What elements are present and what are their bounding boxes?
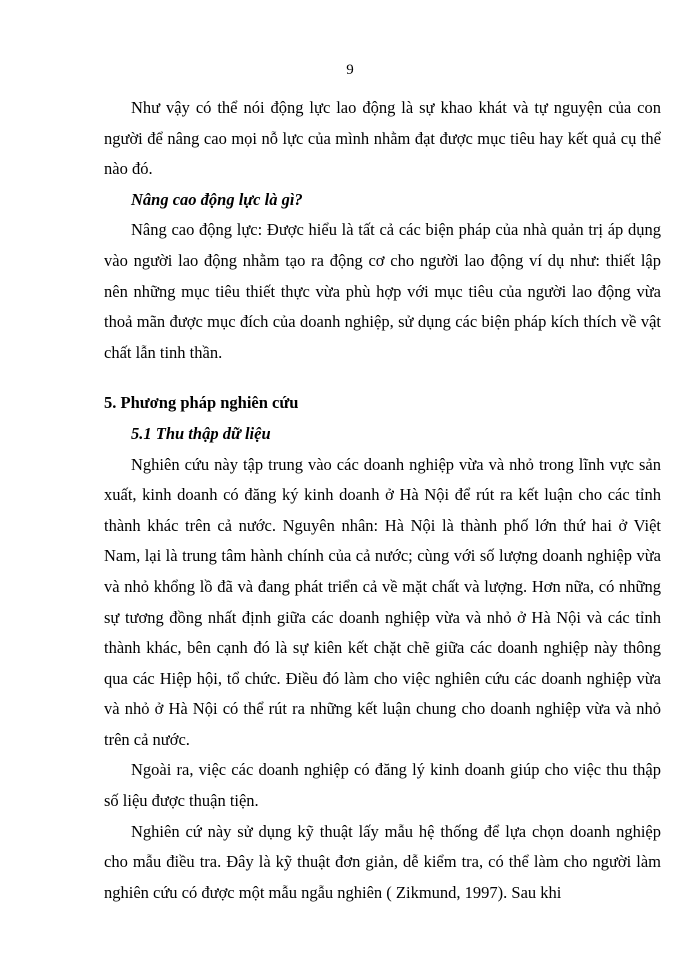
paragraph-sampling: Nghiên cứ này sử dụng kỹ thuật lấy mẫu hệ thống để lựa chọn doanh nghiệp cho mẫu điều tra. Đây là kỹ thuật đơn giản, dễ kiểm tra, có thể làm cho người làm nghiên cứu có được một mẫu ngẫu nghiên ( Zikmund, 1997). Sau khi	[104, 821, 661, 902]
paragraph-research-scope: Nghiên cứu này tập trung vào các doanh nghiệp vừa và nhỏ trong lĩnh vực sản xuất, kinh doanh có đăng ký kinh doanh ở Hà Nội để rút ra kết luận cho các tỉnh thành khác trên cả nước. Nguyên nhân: Hà Nội là thành phố lớn thứ hai ở Việt Nam, lại là trung tâm hành chính của cả nước; cùng với số lượng doanh nghiệp vừa và nhỏ khổng lồ đã và đang phát triển cả về mặt chất và lượng. Hơn nữa, có những sự tương đồng nhất định giữa các doanh nghiệp vừa và nhỏ ở Hà Nội và các tỉnh thành khác, bên cạnh đó là sự kiên kết chặt chẽ giữa các doanh nghiệp này thông qua các Hiệp hội, tổ chức. Điều đó làm cho việc nghiên cứu các doanh nghiệp vừa và nhỏ ở Hà Nội có thể rút ra những kết luận chung cho doanh nghiệp vừa và nhỏ trên cả nước.	[104, 454, 661, 749]
paragraph-motivation-enhancement: Nâng cao động lực: Được hiểu là tất cả các biện pháp của nhà quản trị áp dụng vào người lao động nhằm tạo ra động cơ cho người lao động ví dụ như: thiết lập nên những mục tiêu thiết thực vừa phù hợp với mục tiêu của người lao động vừa thoả mãn được mục đích của doanh nghiệp, sử dụng các biện pháp kích thích về vật chất lẫn tinh thần.	[104, 220, 661, 362]
heading-what-is-motivation-enhancement: Nâng cao động lực là gì?	[131, 189, 303, 209]
paragraph-motivation-definition: Như vậy có thể nói động lực lao động là sự khao khát và tự nguyện của con người để nâng cao mọi nỗ lực của mình nhằm đạt được mục tiêu hay kết quả cụ thể nào đó.	[104, 98, 661, 179]
section-heading-research-method: 5. Phương pháp nghiên cứu	[104, 393, 299, 413]
paragraph-registration: Ngoài ra, việc các doanh nghiệp có đăng lý kinh doanh giúp cho việc thu thập số liệu được thuận tiện.	[104, 760, 661, 811]
page-number: 9	[346, 62, 354, 78]
page-content	[104, 93, 661, 908]
subsection-heading-data-collection: 5.1 Thu thập dữ liệu	[131, 423, 271, 443]
